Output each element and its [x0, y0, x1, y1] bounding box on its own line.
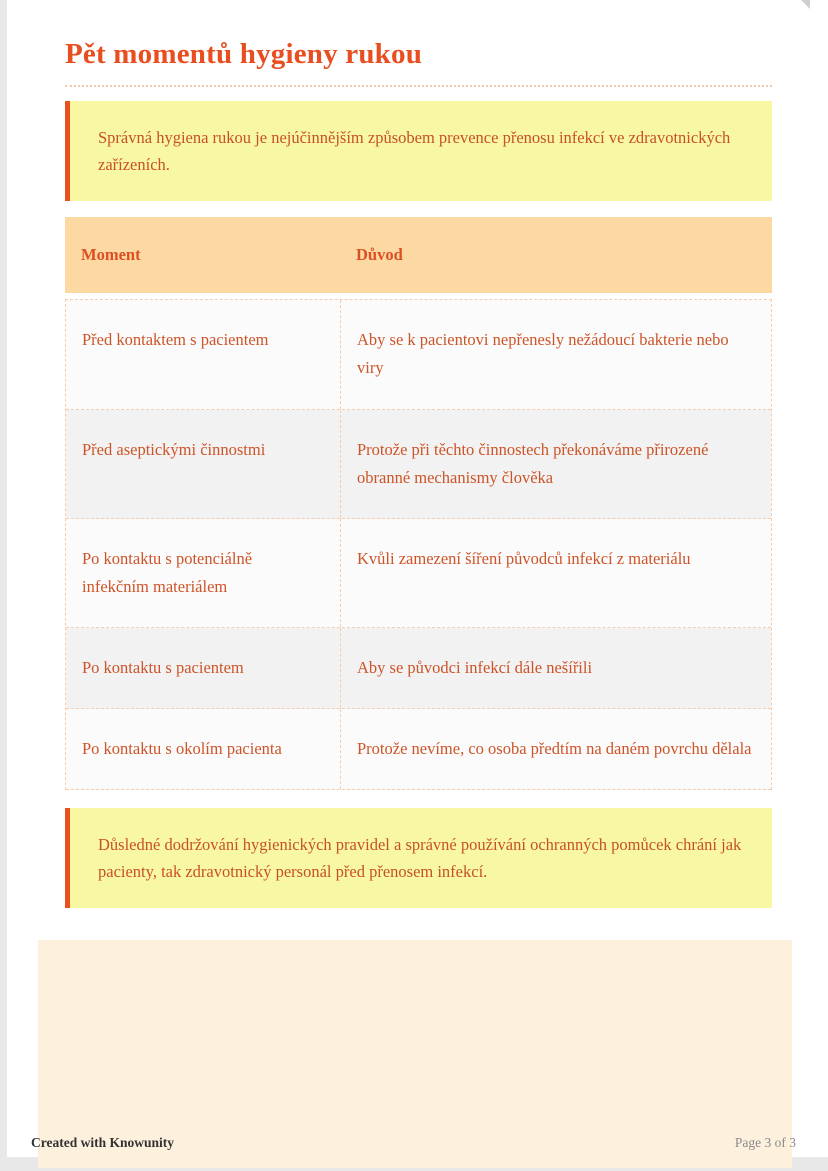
table-cell-reason: Protože nevíme, co osoba předtím na daném povrchu dělala: [357, 738, 752, 758]
table-cell-moment: Po kontaktu s potenciálně infekčním materiálem: [66, 519, 341, 627]
page-number: Page 3 of 3: [734, 1135, 796, 1150]
title-separator: [65, 85, 772, 87]
table-header-row: [65, 217, 772, 293]
page-corner-decoration: [801, 0, 810, 9]
table-header-moment: Moment: [81, 245, 141, 265]
table-cell-reason: Kvůli zamezení šíření původců infekcí z materiálu: [357, 548, 691, 568]
table-cell-moment: Před kontaktem s pacientem: [66, 300, 341, 408]
table-row: [66, 410, 771, 519]
table-cell-moment: Před aseptickými činnostmi: [66, 410, 341, 518]
table-header-reason: Důvod: [356, 245, 403, 265]
table-cell-reason: Protože při těchto činnostech překonáváme přirozené obranné mechanismy člověka: [357, 439, 709, 487]
hygiene-moments-table: [65, 217, 772, 789]
table-cell-moment: Po kontaktu s pacientem: [66, 628, 341, 708]
table-cell-moment: Po kontaktu s okolím pacienta: [66, 709, 341, 789]
summary-callout: [65, 808, 772, 908]
footer-branding: Created with Knowunity: [31, 1135, 175, 1150]
table-row: [66, 628, 771, 709]
page-content: [7, 0, 828, 1168]
page-title: Pět momentů hygieny rukou: [65, 38, 423, 70]
intro-callout: [65, 101, 772, 201]
page-footer: [31, 1135, 796, 1151]
summary-callout-text: Důsledné dodržování hygienických pravidel a správné používání ochranných pomůcek chrání jak pacienty, tak zdravotnický personál před přenosem infekcí.: [98, 834, 742, 882]
table-row: [66, 300, 771, 409]
table-cell-reason: Aby se původci infekcí dále nešířili: [357, 657, 593, 677]
table-row: [66, 709, 771, 790]
table-cell-reason: Aby se k pacientovi nepřenesly nežádoucí bakterie nebo viry: [357, 330, 729, 378]
intro-callout-text: Správná hygiena rukou je nejúčinnějším způsobem prevence přenosu infekcí ve zdravotnických zařízeních.: [98, 128, 731, 175]
document-page: [7, 0, 828, 1157]
table-body: [65, 299, 772, 789]
table-row: [66, 519, 771, 628]
